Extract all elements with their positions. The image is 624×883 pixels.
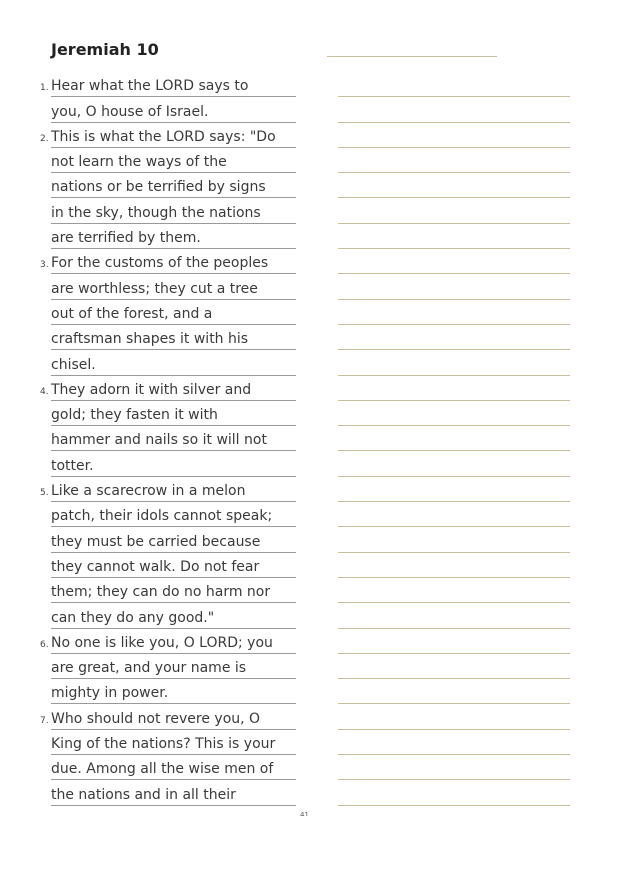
writing-line <box>338 97 570 122</box>
scripture-line <box>51 553 296 578</box>
scripture-line-text: in the sky, though the nations <box>51 204 261 221</box>
scripture-line <box>51 300 296 325</box>
writing-line <box>338 451 570 476</box>
scripture-line-text: This is what the LORD says: "Do <box>51 128 276 145</box>
writing-line <box>338 603 570 628</box>
scripture-line-text: nations or be terrified by signs <box>51 179 266 196</box>
writing-line <box>338 477 570 502</box>
scripture-line <box>51 97 296 122</box>
scripture-line-text: are worthless; they cut a tree <box>51 280 258 297</box>
scripture-line <box>51 578 296 603</box>
scripture-line-text: are great, and your name is <box>51 660 247 677</box>
verse-number: 2. <box>40 133 49 144</box>
scripture-line <box>51 755 296 780</box>
scripture-line-text: can they do any good." <box>51 609 215 626</box>
scripture-line <box>51 527 296 552</box>
scripture-line-text: are terrified by them. <box>51 230 201 247</box>
scripture-line-text: chisel. <box>51 356 96 373</box>
scripture-line <box>40 123 296 148</box>
scripture-line-text: Hear what the LORD says to <box>51 78 249 95</box>
verse-number: 5. <box>40 488 49 499</box>
writing-line <box>338 198 570 223</box>
scripture-line <box>40 629 296 654</box>
name-writing-line <box>327 56 497 57</box>
writing-line <box>338 325 570 350</box>
scripture-line <box>51 426 296 451</box>
scripture-line <box>40 72 296 97</box>
scripture-line-text: out of the forest, and a <box>51 305 213 322</box>
writing-line <box>338 376 570 401</box>
page-title: Jeremiah 10 <box>51 40 159 59</box>
writing-line <box>338 780 570 805</box>
writing-line <box>338 249 570 274</box>
scripture-line-text: they must be carried because <box>51 533 261 550</box>
writing-line <box>338 123 570 148</box>
scripture-line-text: you, O house of Israel. <box>51 103 209 120</box>
scripture-line-text: not learn the ways of the <box>51 154 227 171</box>
scripture-line <box>51 679 296 704</box>
writing-line <box>338 173 570 198</box>
writing-line <box>338 300 570 325</box>
scripture-line <box>51 224 296 249</box>
writing-line <box>338 704 570 729</box>
scripture-line-text: patch, their idols cannot speak; <box>51 508 273 525</box>
scripture-line <box>51 350 296 375</box>
writing-line <box>338 730 570 755</box>
verse-number: 4. <box>40 386 49 397</box>
writing-line <box>338 654 570 679</box>
scripture-line-text: They adorn it with silver and <box>51 381 252 398</box>
writing-practice-column <box>338 72 570 806</box>
scripture-line <box>40 704 296 729</box>
scripture-line <box>40 249 296 274</box>
writing-line <box>338 72 570 97</box>
scripture-line-text: gold; they fasten it with <box>51 407 218 424</box>
writing-line <box>338 350 570 375</box>
verse-number: 7. <box>40 715 49 726</box>
scripture-line <box>51 502 296 527</box>
scripture-line <box>51 654 296 679</box>
scripture-line <box>51 780 296 805</box>
scripture-line-text: King of the nations? This is your <box>51 736 276 753</box>
writing-line <box>338 527 570 552</box>
scripture-line-text: totter. <box>51 457 94 474</box>
scripture-line-text: they cannot walk. Do not fear <box>51 558 260 575</box>
writing-line <box>338 224 570 249</box>
writing-line <box>338 629 570 654</box>
scripture-line <box>51 148 296 173</box>
scripture-line-text: For the customs of the peoples <box>51 255 269 272</box>
verse-number: 1. <box>40 83 49 94</box>
scripture-line <box>51 173 296 198</box>
writing-line <box>338 553 570 578</box>
scripture-line-text: due. Among all the wise men of <box>51 761 274 778</box>
verse-number: 6. <box>40 639 49 650</box>
writing-line <box>338 274 570 299</box>
writing-line <box>338 502 570 527</box>
scripture-line <box>40 376 296 401</box>
scripture-line-text: craftsman shapes it with his <box>51 331 249 348</box>
scripture-line-text: Who should not revere you, O <box>51 710 261 727</box>
writing-line <box>338 148 570 173</box>
scripture-line-text: mighty in power. <box>51 685 169 702</box>
scripture-line-text: Like a scarecrow in a melon <box>51 483 246 500</box>
scripture-line <box>51 730 296 755</box>
scripture-line <box>51 274 296 299</box>
scripture-line-text: No one is like you, O LORD; you <box>51 634 273 651</box>
scripture-text-column <box>40 72 296 806</box>
scripture-line <box>51 198 296 223</box>
writing-line <box>338 679 570 704</box>
scripture-line-text: them; they can do no harm nor <box>51 584 271 601</box>
writing-line <box>338 755 570 780</box>
scripture-line <box>51 451 296 476</box>
writing-line <box>338 401 570 426</box>
scripture-line <box>51 401 296 426</box>
writing-line <box>338 426 570 451</box>
scripture-line-text: the nations and in all their <box>51 786 236 803</box>
scripture-line <box>51 603 296 628</box>
scripture-line <box>51 325 296 350</box>
page-number: 41 <box>300 811 309 816</box>
scripture-line-text: hammer and nails so it will not <box>51 432 267 449</box>
writing-line <box>338 578 570 603</box>
verse-number: 3. <box>40 260 49 271</box>
scripture-line <box>40 477 296 502</box>
